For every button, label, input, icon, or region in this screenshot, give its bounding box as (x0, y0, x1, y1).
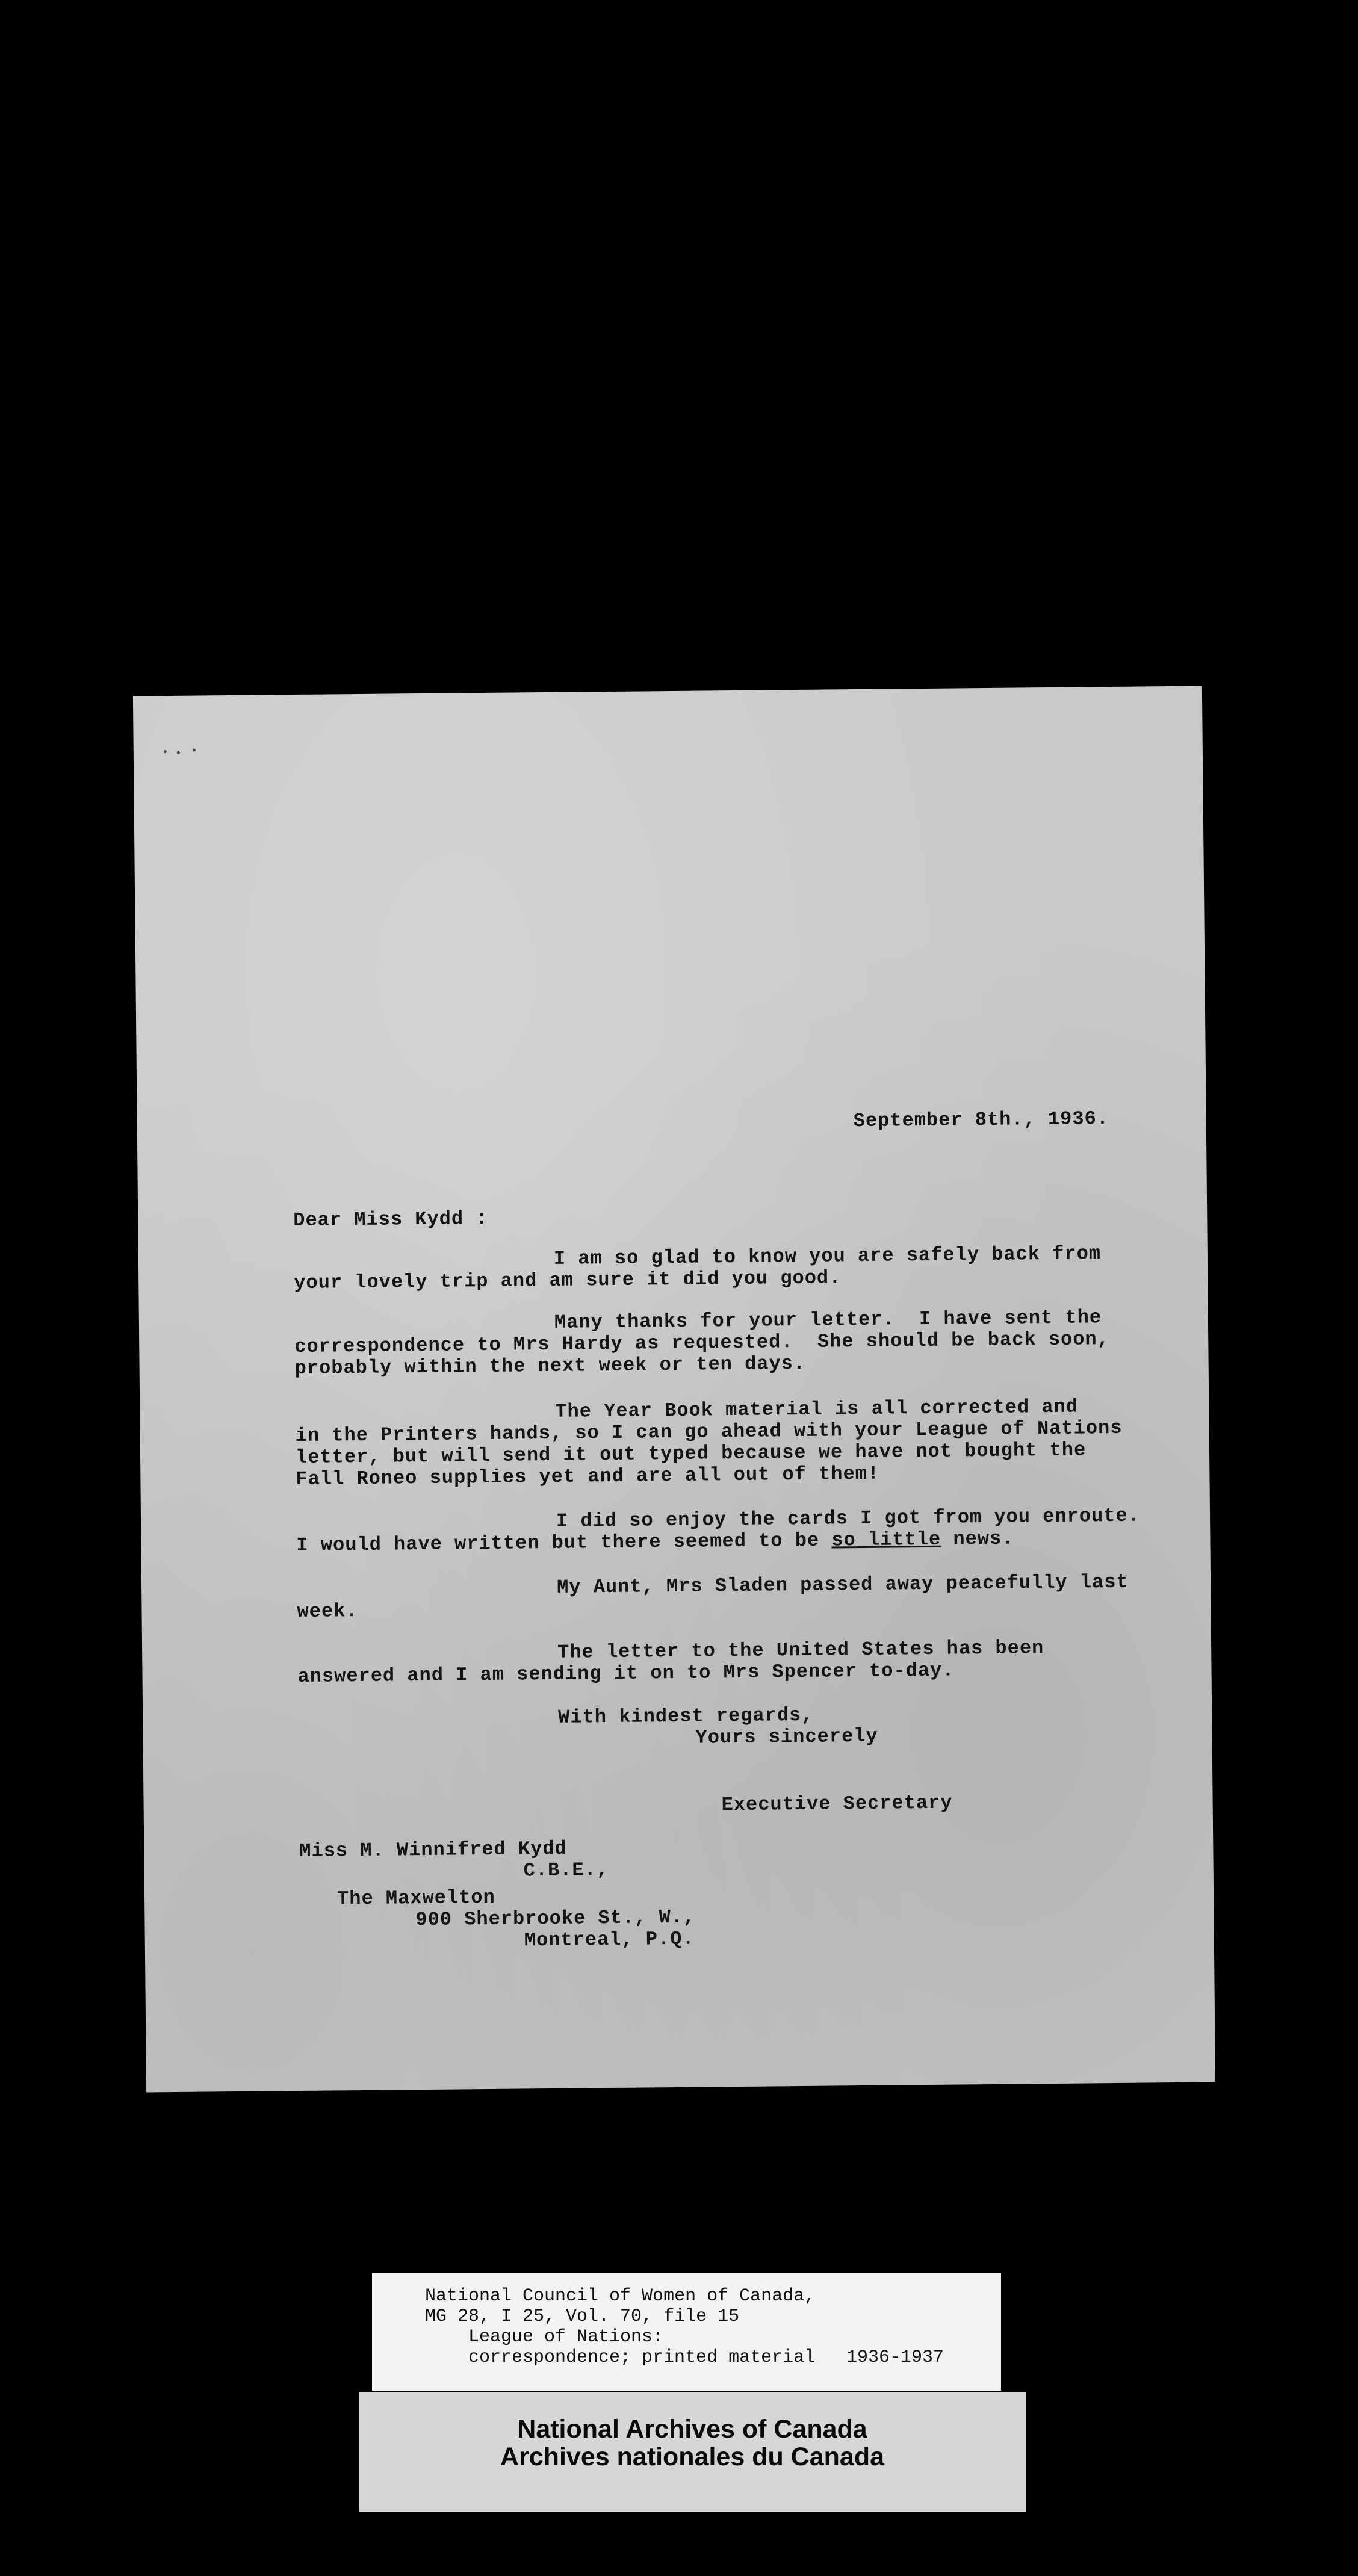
paragraph-2-line-2: correspondence to Mrs Hardy as requested. She should be back soon, (294, 1328, 1110, 1358)
reference-line-2: MG 28, I 25, Vol. 70, file 15 (425, 2306, 740, 2327)
letter-date: September 8th., 1936. (853, 1107, 1109, 1133)
salutation: Dear Miss Kydd : (293, 1207, 488, 1232)
reference-line-4: correspondence; printed material (468, 2347, 816, 2368)
paper-specks (164, 748, 200, 755)
reference-line-1: National Council of Women of Canada, (425, 2286, 816, 2306)
letter-sheet (133, 686, 1215, 2093)
reference-line-3: League of Nations: (468, 2327, 664, 2347)
paragraph-3-line-1: The Year Book material is all corrected and (555, 1395, 1079, 1423)
address-line-4: 900 Sherbrooke St., W., (415, 1906, 696, 1931)
paragraph-1-line-2: your lovely trip and am sure it did you good. (294, 1266, 842, 1295)
archive-reference-label (372, 2273, 1001, 2391)
paragraph-3-line-3: letter, but will send it out typed because we have not bought the (295, 1438, 1087, 1469)
paragraph-4-line-2-end: news. (941, 1527, 1014, 1550)
archive-stamp (359, 2392, 1026, 2512)
paragraph-3-line-2: in the Printers hands, so I can go ahead with your League of Nations (295, 1416, 1123, 1447)
paragraph-2-line-1: Many thanks for your letter. I have sent the (554, 1306, 1102, 1334)
paragraph-6-line-1: The letter to the United States has been (557, 1636, 1044, 1664)
closing: With kindest regards, (558, 1703, 814, 1729)
address-line-2: C.B.E., (523, 1859, 609, 1882)
signature-title: Executive Secretary (721, 1791, 953, 1816)
underlined-phrase: so little (831, 1528, 941, 1552)
paragraph-4-line-1: I did so enjoy the cards I got from you enroute. (556, 1504, 1140, 1532)
paragraph-1-line-1: I am so glad to know you are safely back from (553, 1242, 1102, 1270)
address-line-5: Montreal, P.Q. (524, 1927, 695, 1952)
address-line-1: Miss M. Winnifred Kydd (299, 1837, 567, 1863)
paragraph-5-line-1: My Aunt, Mrs Sladen passed away peacefully last (556, 1570, 1129, 1599)
archive-name-french: Archives nationales du Canada (500, 2442, 885, 2471)
address-line-3: The Maxwelton (336, 1886, 495, 1910)
sign-off: Yours sincerely (695, 1724, 878, 1749)
reference-years: 1936-1937 (846, 2347, 944, 2368)
paragraph-4-line-2 (296, 1528, 1014, 1556)
archive-name-english: National Archives of Canada (517, 2415, 867, 2444)
paragraph-4-line-2-start: I would have written but there seemed to be (296, 1529, 832, 1557)
paragraph-5-line-2: week. (297, 1600, 358, 1623)
paragraph-2-line-3: probably within the next week or ten days. (294, 1352, 806, 1380)
paragraph-6-line-2: answered and I am sending it on to Mrs Spencer to-day. (297, 1659, 955, 1688)
paragraph-3-line-4: Fall Roneo supplies yet and are all out of them! (296, 1462, 880, 1491)
